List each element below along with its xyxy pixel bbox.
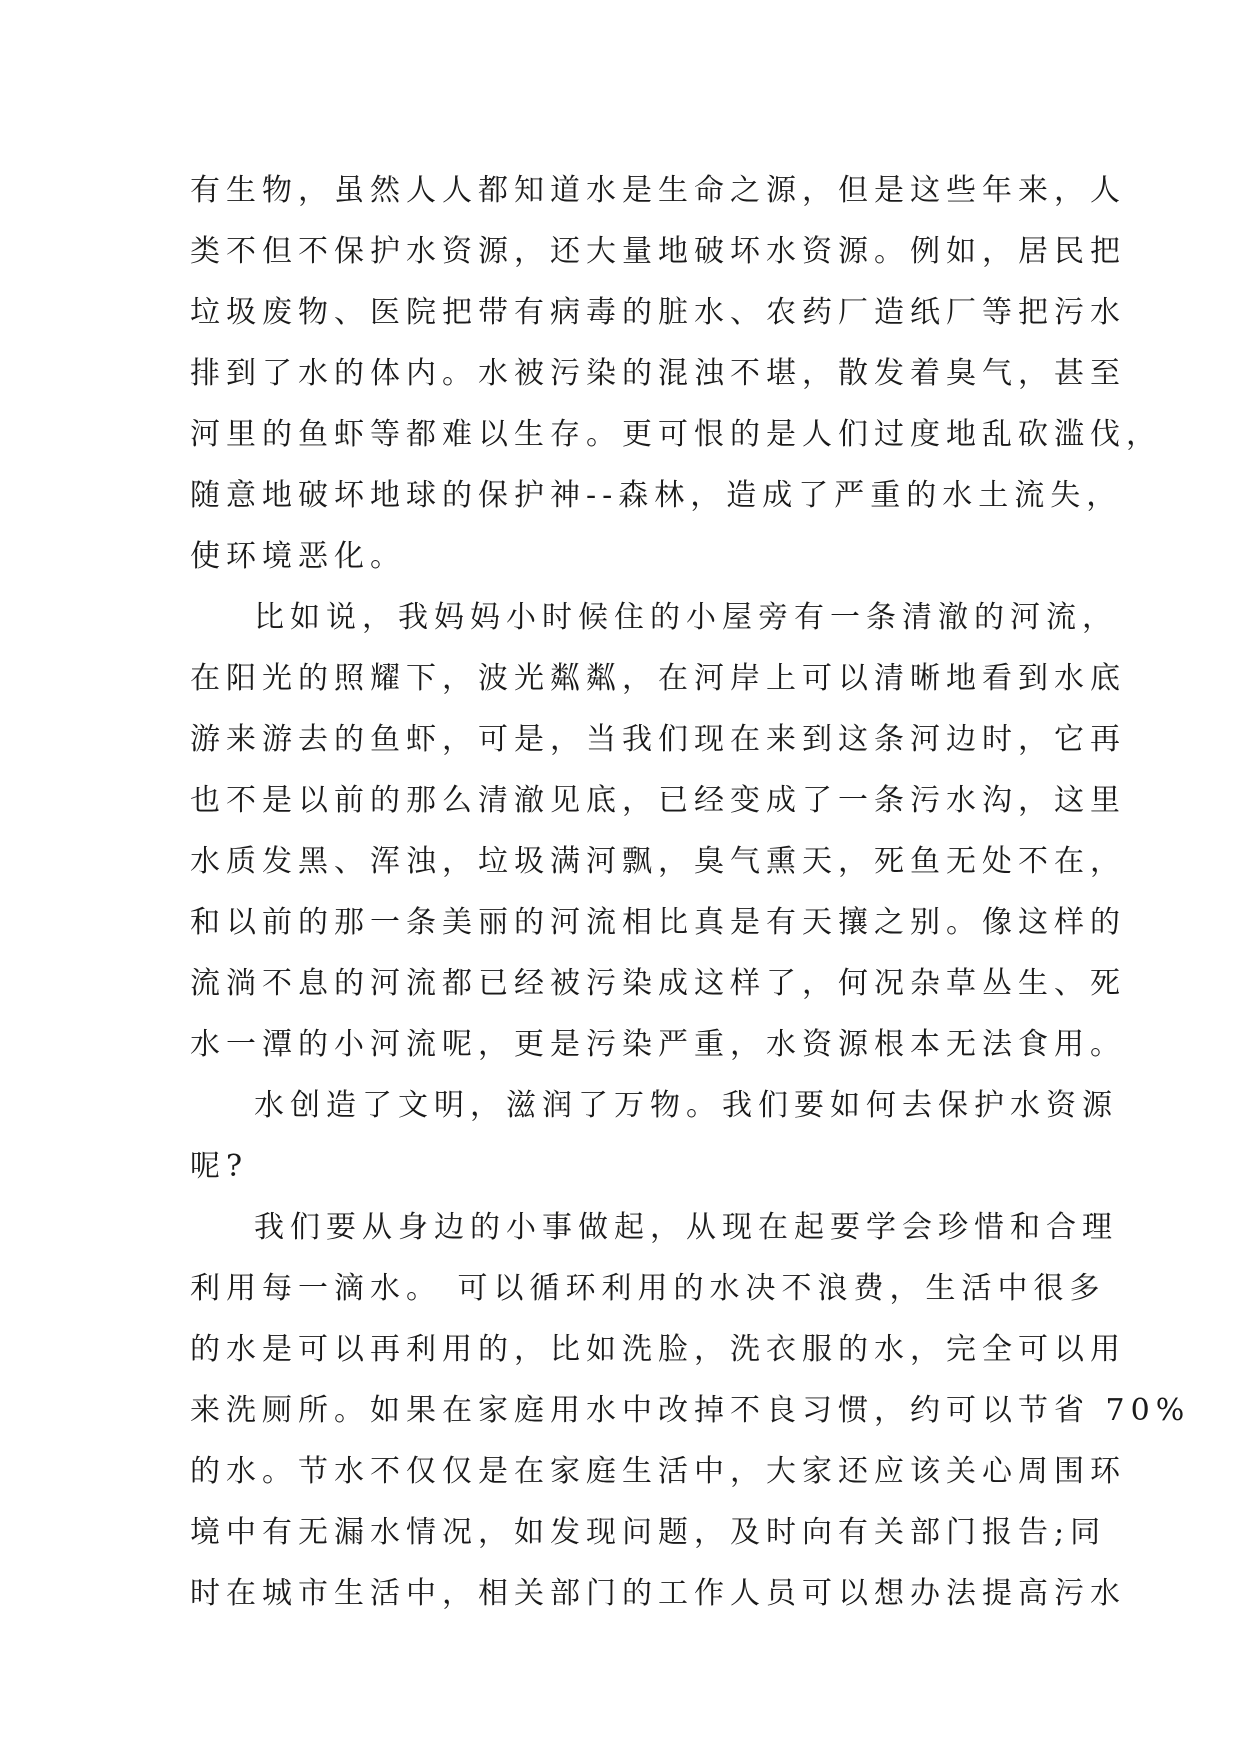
text-line: 河里的鱼虾等都难以生存。更可恨的是人们过度地乱砍滥伐， — [190, 417, 1162, 452]
text-line: 在阳光的照耀下，波光粼粼，在河岸上可以清晰地看到水底 — [190, 661, 1126, 696]
text-line: 呢? — [190, 1149, 249, 1184]
text-line: 水质发黑、浑浊，垃圾满河飘，臭气熏天，死鱼无处不在， — [190, 844, 1126, 879]
text-line: 水一潭的小河流呢，更是污染严重，水资源根本无法食用。 — [190, 1027, 1126, 1062]
text-line: 随意地破坏地球的保护神--森林，造成了严重的水土流失， — [190, 478, 1123, 513]
text-line: 使环境恶化。 — [190, 539, 406, 574]
paragraph-2 — [190, 587, 1126, 1075]
text-line: 的水。节水不仅仅是在家庭生活中，大家还应该关心周围环 — [190, 1454, 1126, 1489]
text-line: 和以前的那一条美丽的河流相比真是有天攘之别。像这样的 — [190, 905, 1126, 940]
paragraph-4 — [190, 1197, 1191, 1624]
text-line: 排到了水的体内。水被污染的混浊不堪，散发着臭气，甚至 — [190, 356, 1126, 391]
text-line: 流淌不息的河流都已经被污染成这样了，何况杂草丛生、死 — [190, 966, 1126, 1001]
paragraph-1 — [190, 160, 1162, 587]
text-line: 利用每一滴水。 可以循环利用的水决不浪费，生活中很多 — [190, 1271, 1106, 1306]
text-line: 境中有无漏水情况，如发现问题，及时向有关部门报告;同 — [190, 1515, 1107, 1550]
text-line: 比如说，我妈妈小时候住的小屋旁有一条清澈的河流， — [254, 600, 1118, 635]
document-body — [190, 160, 1191, 1624]
text-line: 游来游去的鱼虾，可是，当我们现在来到这条河边时，它再 — [190, 722, 1126, 757]
text-line: 的水是可以再利用的，比如洗脸，洗衣服的水，完全可以用 — [190, 1332, 1126, 1367]
text-line: 我们要从身边的小事做起，从现在起要学会珍惜和合理 — [254, 1210, 1118, 1245]
text-line: 类不但不保护水资源，还大量地破坏水资源。例如，居民把 — [190, 234, 1126, 269]
text-line: 也不是以前的那么清澈见底，已经变成了一条污水沟，这里 — [190, 783, 1126, 818]
text-line: 垃圾废物、医院把带有病毒的脏水、农药厂造纸厂等把污水 — [190, 295, 1126, 330]
text-line: 水创造了文明，滋润了万物。我们要如何去保护水资源 — [254, 1088, 1118, 1123]
paragraph-3 — [190, 1075, 1118, 1197]
text-line: 来洗厕所。如果在家庭用水中改掉不良习惯，约可以节省 70% — [190, 1393, 1191, 1428]
text-line: 有生物，虽然人人都知道水是生命之源，但是这些年来，人 — [190, 173, 1126, 208]
text-line: 时在城市生活中，相关部门的工作人员可以想办法提高污水 — [190, 1576, 1126, 1611]
